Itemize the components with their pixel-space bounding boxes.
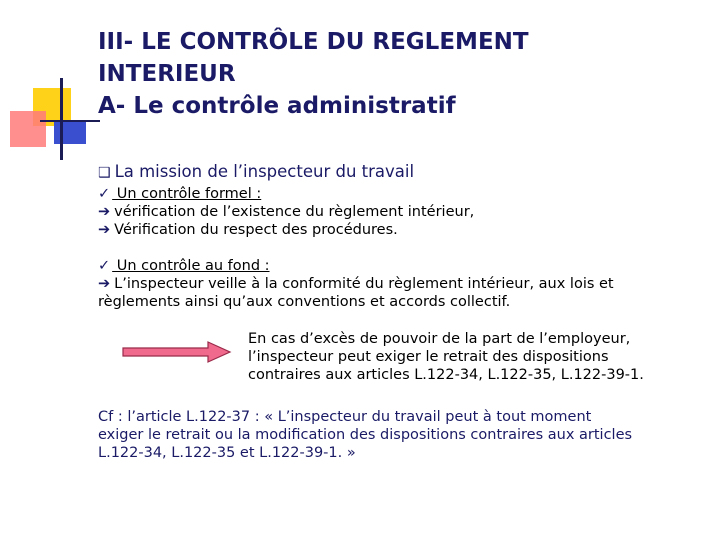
- formel-item-2: [98, 221, 708, 239]
- reference-line-1: Cf : l’article L.122-37 : « L’inspecteur du travail peut à tout moment: [98, 409, 592, 425]
- excess-line-1: En cas d’excès de pouvoir de la part de l’employeur,: [248, 331, 631, 347]
- main-bullet: [98, 160, 708, 185]
- formel-label: Un contrôle formel :: [112, 186, 262, 202]
- formel-item-2-text: Vérification du respect des procédures.: [114, 222, 398, 238]
- fond-item-line-1: [98, 275, 708, 293]
- reference-line-2: exiger le retrait ou la modification des dispositions contraires aux articles: [98, 427, 633, 443]
- decor-horizontal-line: [40, 120, 100, 122]
- excess-line-3: contraires aux articles L.122-34, L.122-35, L.122-39-1.: [248, 367, 644, 383]
- slide-content: [98, 160, 708, 461]
- right-arrow-icon: ➔: [98, 204, 111, 220]
- excess-line-2: l’inspecteur peut exiger le retrait des dispositions: [248, 349, 609, 365]
- right-arrow-icon: ➔: [98, 222, 111, 238]
- check-icon: ✓: [98, 186, 111, 202]
- decor-red-square: [10, 111, 46, 147]
- title-line-3: A- Le contrôle administratif: [98, 93, 456, 119]
- square-bullet-icon: ❑: [98, 165, 111, 181]
- decor-vertical-line: [60, 78, 63, 160]
- formel-item-1-text: vérification de l’existence du règlement intérieur,: [114, 204, 475, 220]
- excess-block: [248, 330, 708, 384]
- formel-label-row: [98, 185, 708, 203]
- right-arrow-icon: ➔: [98, 276, 111, 292]
- title-line-2: INTERIEUR: [98, 61, 236, 87]
- mission-heading: La mission de l’inspecteur du travail: [114, 162, 415, 181]
- fond-label-row: [98, 257, 708, 275]
- title-line-1: III- LE CONTRÔLE DU REGLEMENT: [98, 29, 529, 55]
- pink-arrow-icon: [122, 341, 232, 363]
- slide-title: [98, 26, 698, 122]
- reference-line-3: L.122-34, L.122-35 et L.122-39-1. »: [98, 445, 356, 461]
- fond-item-line-2: règlements ainsi qu’aux conventions et accords collectif.: [98, 294, 511, 310]
- article-reference: [98, 408, 708, 462]
- fond-item-text-1: L’inspecteur veille à la conformité du règlement intérieur, aux lois et: [114, 276, 614, 292]
- check-icon: ✓: [98, 258, 111, 274]
- fond-label: Un contrôle au fond :: [112, 258, 270, 274]
- formel-item-1: [98, 203, 708, 221]
- decor-blue-square: [54, 122, 86, 144]
